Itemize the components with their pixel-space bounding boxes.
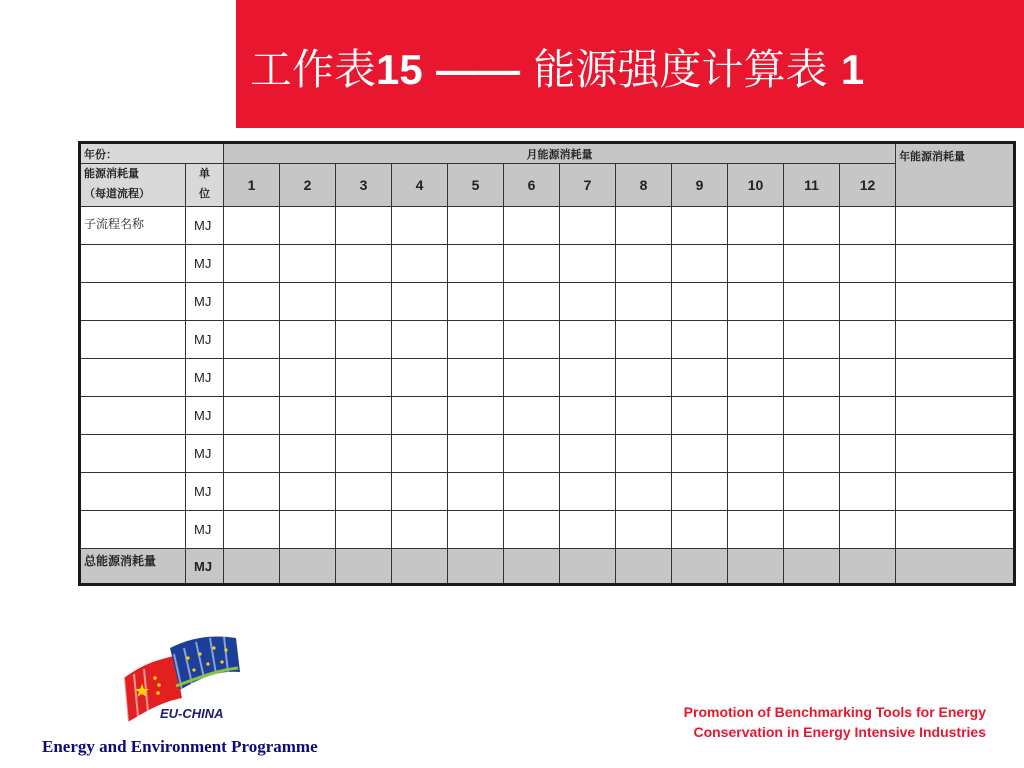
total-monthly-cell[interactable] [224, 549, 280, 585]
month-header-6: 6 [504, 164, 560, 207]
monthly-value-cell[interactable] [280, 359, 336, 397]
monthly-value-cell[interactable] [504, 435, 560, 473]
monthly-value-cell[interactable] [224, 245, 280, 283]
monthly-value-cell[interactable] [672, 321, 728, 359]
monthly-value-cell[interactable] [728, 283, 784, 321]
monthly-value-cell[interactable] [504, 511, 560, 549]
total-unit-cell: MJ [186, 549, 224, 585]
monthly-value-cell[interactable] [728, 511, 784, 549]
monthly-value-cell[interactable] [560, 511, 616, 549]
total-annual-cell[interactable] [896, 549, 1015, 585]
monthly-value-cell[interactable] [616, 473, 672, 511]
monthly-value-cell[interactable] [336, 245, 392, 283]
monthly-value-cell[interactable] [448, 283, 504, 321]
monthly-value-cell[interactable] [336, 321, 392, 359]
monthly-value-cell[interactable] [784, 397, 840, 435]
monthly-value-cell[interactable] [784, 435, 840, 473]
monthly-value-cell[interactable] [336, 359, 392, 397]
total-monthly-cell[interactable] [840, 549, 896, 585]
monthly-value-cell[interactable] [840, 359, 896, 397]
monthly-value-cell[interactable] [448, 435, 504, 473]
monthly-value-cell[interactable] [336, 207, 392, 245]
monthly-value-cell[interactable] [784, 207, 840, 245]
monthly-value-cell[interactable] [840, 321, 896, 359]
total-row [80, 549, 1015, 585]
table-row [80, 207, 1015, 245]
monthly-value-cell[interactable] [616, 359, 672, 397]
monthly-value-cell[interactable] [224, 473, 280, 511]
monthly-value-cell[interactable] [840, 207, 896, 245]
monthly-value-cell[interactable] [840, 473, 896, 511]
table-row [80, 397, 1015, 435]
monthly-value-cell[interactable] [336, 473, 392, 511]
total-monthly-cell[interactable] [448, 549, 504, 585]
monthly-value-cell[interactable] [560, 321, 616, 359]
eu-flag-stripe [170, 636, 240, 690]
monthly-value-cell[interactable] [784, 321, 840, 359]
monthly-value-cell[interactable] [672, 207, 728, 245]
table-row [80, 283, 1015, 321]
monthly-value-cell[interactable] [616, 511, 672, 549]
total-monthly-cell[interactable] [560, 549, 616, 585]
monthly-value-cell[interactable] [280, 207, 336, 245]
monthly-value-cell[interactable] [728, 207, 784, 245]
monthly-value-cell[interactable] [560, 207, 616, 245]
monthly-value-cell[interactable] [728, 321, 784, 359]
monthly-value-cell[interactable] [616, 207, 672, 245]
unit-cell: MJ [186, 207, 224, 245]
monthly-value-cell[interactable] [672, 283, 728, 321]
total-consumption-label: 总能源消耗量 [80, 549, 186, 585]
monthly-value-cell[interactable] [448, 511, 504, 549]
monthly-value-cell[interactable] [448, 359, 504, 397]
monthly-value-cell[interactable] [728, 473, 784, 511]
month-header-1: 1 [224, 164, 280, 207]
monthly-value-cell[interactable] [784, 359, 840, 397]
total-monthly-cell[interactable] [672, 549, 728, 585]
consumption-label-line2: （每道流程） [84, 187, 150, 200]
monthly-value-cell[interactable] [280, 321, 336, 359]
monthly-value-cell[interactable] [840, 435, 896, 473]
program-name: Energy and Environment Programme [42, 737, 318, 756]
monthly-value-cell[interactable] [672, 435, 728, 473]
monthly-value-cell[interactable] [840, 283, 896, 321]
annual-value-cell[interactable] [896, 511, 1015, 549]
process-name-cell[interactable] [80, 283, 186, 321]
monthly-value-cell[interactable] [616, 435, 672, 473]
month-header-9: 9 [672, 164, 728, 207]
annual-value-cell[interactable] [896, 245, 1015, 283]
monthly-value-cell[interactable] [672, 245, 728, 283]
monthly-value-cell[interactable] [560, 245, 616, 283]
table-row [80, 473, 1015, 511]
monthly-value-cell[interactable] [224, 435, 280, 473]
monthly-value-cell[interactable] [392, 283, 448, 321]
promotion-text [684, 702, 986, 742]
monthly-value-cell[interactable] [280, 473, 336, 511]
annual-value-cell[interactable] [896, 397, 1015, 435]
process-name-cell[interactable] [80, 397, 186, 435]
monthly-value-cell[interactable] [728, 245, 784, 283]
monthly-value-cell[interactable] [504, 283, 560, 321]
monthly-value-cell[interactable] [728, 359, 784, 397]
process-name-cell[interactable] [80, 359, 186, 397]
monthly-value-cell[interactable] [336, 511, 392, 549]
monthly-value-cell[interactable] [784, 283, 840, 321]
monthly-value-cell[interactable] [280, 511, 336, 549]
monthly-value-cell[interactable] [392, 359, 448, 397]
annual-value-cell[interactable] [896, 435, 1015, 473]
month-header-2: 2 [280, 164, 336, 207]
unit-header-line2: 位 [199, 187, 210, 200]
total-monthly-cell[interactable] [784, 549, 840, 585]
year-label: 年份： [80, 143, 224, 164]
monthly-value-cell[interactable] [616, 397, 672, 435]
monthly-value-cell[interactable] [336, 435, 392, 473]
annual-value-cell[interactable] [896, 207, 1015, 245]
unit-cell: MJ [186, 397, 224, 435]
consumption-label-line1: 能源消耗量 [84, 167, 139, 180]
monthly-value-cell[interactable] [560, 473, 616, 511]
monthly-value-cell[interactable] [448, 207, 504, 245]
monthly-consumption-header: 月能源消耗量 [224, 143, 896, 164]
monthly-value-cell[interactable] [392, 245, 448, 283]
monthly-value-cell[interactable] [616, 283, 672, 321]
month-header-3: 3 [336, 164, 392, 207]
monthly-value-cell[interactable] [280, 435, 336, 473]
process-name-cell[interactable] [80, 511, 186, 549]
monthly-value-cell[interactable] [616, 321, 672, 359]
monthly-value-cell[interactable] [784, 245, 840, 283]
monthly-value-cell[interactable] [784, 473, 840, 511]
annual-value-cell[interactable] [896, 283, 1015, 321]
month-header-5: 5 [448, 164, 504, 207]
energy-intensity-table [78, 141, 1016, 586]
monthly-value-cell[interactable] [392, 397, 448, 435]
monthly-value-cell[interactable] [336, 397, 392, 435]
table-row [80, 511, 1015, 549]
month-header-12: 12 [840, 164, 896, 207]
monthly-value-cell[interactable] [504, 321, 560, 359]
logo-caption: EU-CHINA [160, 706, 224, 721]
monthly-value-cell[interactable] [560, 435, 616, 473]
monthly-value-cell[interactable] [504, 473, 560, 511]
total-monthly-cell[interactable] [728, 549, 784, 585]
consumption-per-process-header [80, 164, 186, 207]
monthly-value-cell[interactable] [224, 359, 280, 397]
total-monthly-cell[interactable] [336, 549, 392, 585]
promotion-line-1: Promotion of Benchmarking Tools for Energy [683, 704, 986, 720]
monthly-value-cell[interactable] [280, 397, 336, 435]
monthly-value-cell[interactable] [224, 511, 280, 549]
process-name-cell[interactable] [80, 473, 186, 511]
monthly-value-cell[interactable] [728, 397, 784, 435]
page-title: 工作表15 —— 能源强度计算表 1 [250, 45, 865, 94]
unit-header-line1: 单 [199, 167, 210, 180]
process-name-cell[interactable] [80, 245, 186, 283]
monthly-value-cell[interactable] [784, 511, 840, 549]
monthly-value-cell[interactable] [224, 321, 280, 359]
monthly-value-cell[interactable] [840, 511, 896, 549]
annual-value-cell[interactable] [896, 473, 1015, 511]
table-row [80, 359, 1015, 397]
monthly-value-cell[interactable] [616, 245, 672, 283]
unit-cell: MJ [186, 245, 224, 283]
total-monthly-cell[interactable] [392, 549, 448, 585]
process-name-cell[interactable] [80, 321, 186, 359]
monthly-value-cell[interactable] [672, 359, 728, 397]
monthly-value-cell[interactable] [672, 473, 728, 511]
monthly-value-cell[interactable] [392, 435, 448, 473]
annual-consumption-header: 年能源消耗量 [896, 143, 1015, 207]
monthly-value-cell[interactable] [392, 321, 448, 359]
total-monthly-cell[interactable] [280, 549, 336, 585]
monthly-value-cell[interactable] [448, 321, 504, 359]
month-header-11: 11 [784, 164, 840, 207]
monthly-value-cell[interactable] [504, 397, 560, 435]
monthly-value-cell[interactable] [560, 283, 616, 321]
month-header-10: 10 [728, 164, 784, 207]
monthly-value-cell[interactable] [448, 245, 504, 283]
monthly-value-cell[interactable] [840, 397, 896, 435]
monthly-value-cell[interactable] [728, 435, 784, 473]
monthly-value-cell[interactable] [672, 511, 728, 549]
unit-cell: MJ [186, 435, 224, 473]
month-header-7: 7 [560, 164, 616, 207]
monthly-value-cell[interactable] [280, 283, 336, 321]
annual-value-cell[interactable] [896, 321, 1015, 359]
month-header-4: 4 [392, 164, 448, 207]
annual-value-cell[interactable] [896, 359, 1015, 397]
monthly-value-cell[interactable] [504, 207, 560, 245]
promotion-line-2: Conservation in Energy Intensive Industries [693, 724, 986, 740]
unit-cell: MJ [186, 321, 224, 359]
process-name-cell[interactable]: 子流程名称 [80, 207, 186, 245]
monthly-value-cell[interactable] [280, 245, 336, 283]
monthly-value-cell[interactable] [504, 359, 560, 397]
monthly-value-cell[interactable] [224, 397, 280, 435]
unit-header [186, 164, 224, 207]
monthly-value-cell[interactable] [840, 245, 896, 283]
unit-cell: MJ [186, 359, 224, 397]
table-row [80, 435, 1015, 473]
monthly-value-cell[interactable] [392, 207, 448, 245]
monthly-value-cell[interactable] [560, 397, 616, 435]
table-row [80, 245, 1015, 283]
total-monthly-cell[interactable] [616, 549, 672, 585]
monthly-value-cell[interactable] [448, 397, 504, 435]
monthly-value-cell[interactable] [560, 359, 616, 397]
monthly-value-cell[interactable] [504, 245, 560, 283]
unit-cell: MJ [186, 283, 224, 321]
monthly-value-cell[interactable] [224, 283, 280, 321]
month-header-8: 8 [616, 164, 672, 207]
unit-cell: MJ [186, 473, 224, 511]
process-name-cell[interactable] [80, 435, 186, 473]
table-row [80, 321, 1015, 359]
monthly-value-cell[interactable] [448, 473, 504, 511]
monthly-value-cell[interactable] [392, 511, 448, 549]
monthly-value-cell[interactable] [224, 207, 280, 245]
unit-cell: MJ [186, 511, 224, 549]
monthly-value-cell[interactable] [672, 397, 728, 435]
monthly-value-cell[interactable] [336, 283, 392, 321]
monthly-value-cell[interactable] [392, 473, 448, 511]
total-monthly-cell[interactable] [504, 549, 560, 585]
